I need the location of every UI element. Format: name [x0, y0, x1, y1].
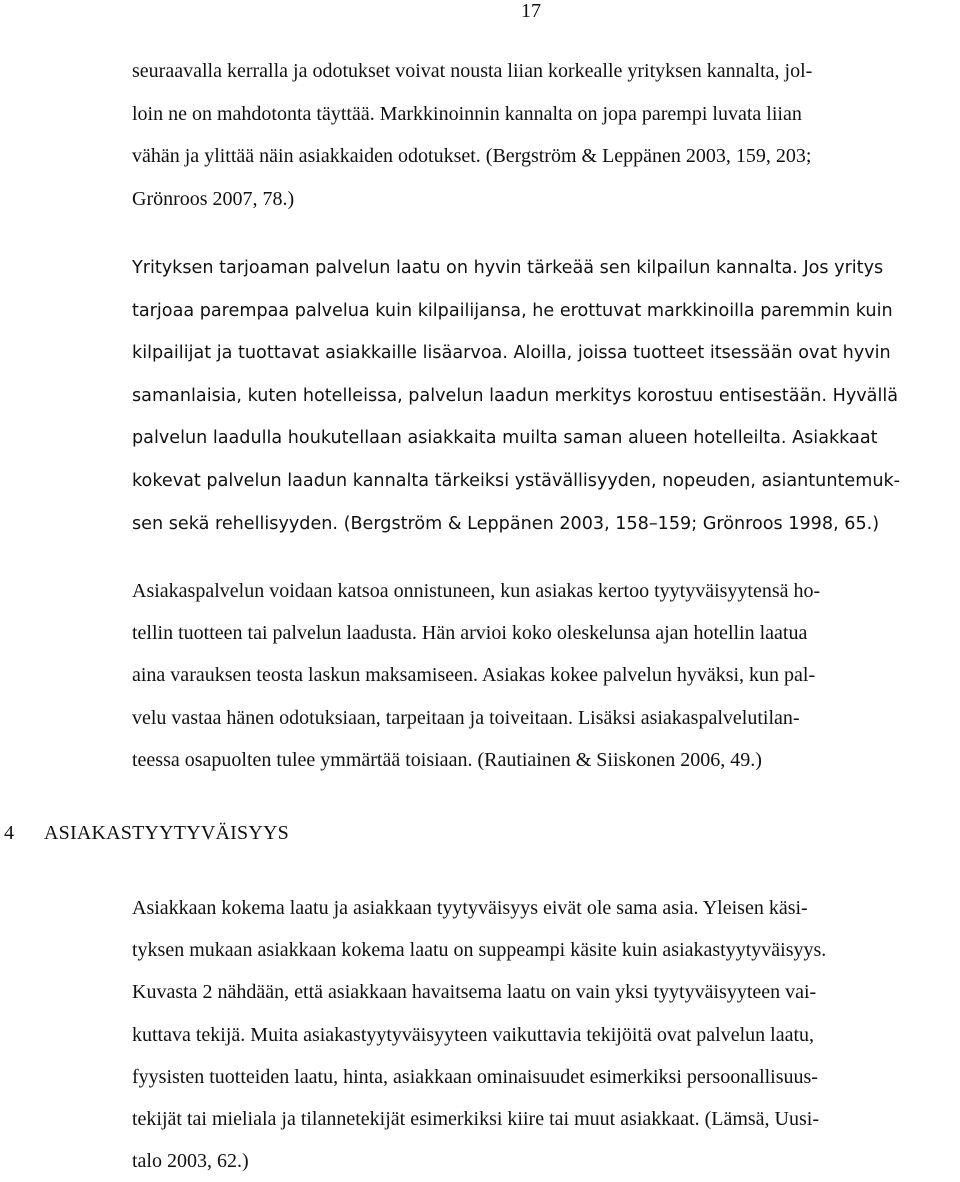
text-line: talo 2003, 62.) — [132, 1150, 249, 1173]
paragraph-4 — [132, 887, 956, 1182]
section-title: ASIAKASTYYTYVÄISYYS — [44, 822, 289, 844]
page-number: 17 — [521, 0, 541, 22]
text-line: sen sekä rehellisyyden. (Bergström & Leppänen 2003, 158–159; Grönroos 1998, 65.) — [132, 513, 880, 534]
text-line: fyysisten tuotteiden laatu, hinta, asiakkaan ominaisuudet esimerkiksi persoonallisuus- — [132, 1065, 818, 1088]
text-line: teessa osapuolten tulee ymmärtää toisiaan. (Rautiainen & Siiskonen 2006, 49.) — [132, 748, 762, 771]
text-line: tellin tuotteen tai palvelun laadusta. Hän arvioi koko oleskelunsa ajan hotellin laatua — [132, 622, 808, 645]
text-line: palvelun laadulla houkutellaan asiakkaita muilta saman alueen hotelleilta. Asiakkaat — [132, 428, 878, 449]
text-line: kilpailijat ja tuottavat asiakkaille lisäarvoa. Aloilla, joissa tuotteet itsessään ovat hyvin — [132, 343, 891, 364]
text-line: loin ne on mahdotonta täyttää. Markkinoinnin kannalta on jopa parempi luvata liian — [132, 102, 802, 125]
text-line: Asiakaspalvelun voidaan katsoa onnistuneen, kun asiakas kertoo tyytyväisyytensä ho- — [132, 580, 821, 602]
text-line: tyksen mukaan asiakkaan kokema laatu on suppeampi käsite kuin asiakastyytyväisyys. — [132, 939, 827, 962]
text-line: seuraavalla kerralla ja odotukset voivat nousta liian korkealle yrityksen kannalta, jol- — [132, 60, 813, 82]
text-line: kuttava tekijä. Muita asiakastyytyväisyyteen vaikuttavia tekijöitä ovat palvelun laatu, — [132, 1023, 815, 1046]
text-line: kokevat palvelun laadun kannalta tärkeiksi ystävällisyyden, nopeuden, asiantuntemuk- — [132, 470, 901, 491]
section-heading — [4, 818, 289, 848]
paragraph-3 — [132, 570, 956, 781]
text-line: vähän ja ylittää näin asiakkaiden odotukset. (Bergström & Leppänen 2003, 159, 203; — [132, 145, 812, 167]
text-line: Asiakkaan kokema laatu ja asiakkaan tyytyväisyys eivät ole sama asia. Yleisen käsi- — [132, 897, 808, 919]
text-line: tekijät tai mieliala ja tilannetekijät esimerkiksi kiire tai muut asiakkaat. (Lämsä, Uusi- — [132, 1108, 820, 1131]
text-line: samanlaisia, kuten hotelleissa, palvelun laadun merkitys korostuu entisestään. Hyvällä — [132, 385, 898, 406]
paragraph-2 — [132, 247, 956, 545]
text-line: Yrityksen tarjoaman palvelun laatu on hyvin tärkeää sen kilpailun kannalta. Jos yritys — [132, 258, 884, 278]
paragraph-1 — [132, 50, 956, 220]
text-line: tarjoaa parempaa palvelua kuin kilpailijansa, he erottuvat markkinoilla paremmin kuin — [132, 300, 893, 321]
text-line: Grönroos 2007, 78.) — [132, 187, 295, 210]
section-number: 4 — [4, 822, 14, 844]
text-line: aina varauksen teosta laskun maksamiseen. Asiakas kokee palvelun hyväksi, kun pal- — [132, 664, 816, 687]
text-line: Kuvasta 2 nähdään, että asiakkaan havaitsema laatu on vain yksi tyytyväisyyteen vai- — [132, 981, 817, 1004]
text-line: velu vastaa hänen odotuksiaan, tarpeitaan ja toiveitaan. Lisäksi asiakaspalvelutilan- — [132, 706, 800, 729]
